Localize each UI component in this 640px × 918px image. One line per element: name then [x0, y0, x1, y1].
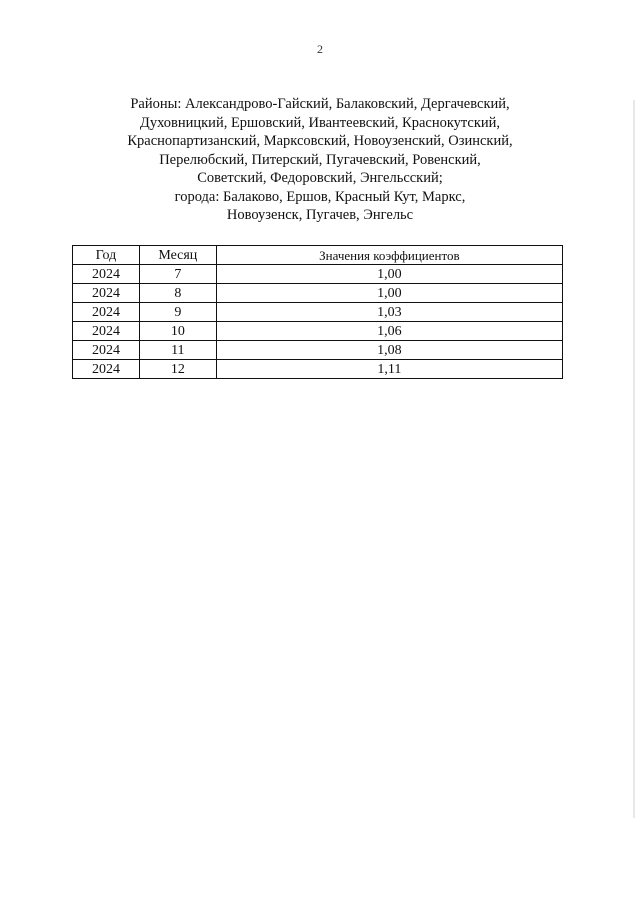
cell-value: 1,11: [216, 360, 562, 379]
heading-line: Советский, Федоровский, Энгельсский;: [197, 170, 443, 186]
scan-edge-shadow: [633, 100, 635, 818]
heading-line: Краснопартизанский, Марксовский, Новоузенский, Озинский,: [127, 133, 513, 149]
cell-value: 1,00: [216, 284, 562, 303]
cell-value: 1,00: [216, 265, 562, 284]
cell-month: 12: [139, 360, 216, 379]
cell-year: 2024: [73, 322, 140, 341]
cell-year: 2024: [73, 265, 140, 284]
cell-value: 1,08: [216, 341, 562, 360]
page-number: 2: [317, 42, 323, 56]
heading-line: Перелюбский, Питерский, Пугачевский, Ровенский,: [159, 151, 481, 168]
cell-value: 1,03: [216, 303, 562, 322]
heading-line: Новоузенск, Пугачев, Энгельс: [226, 207, 414, 223]
table-row: [73, 265, 563, 284]
table-row: [73, 284, 563, 303]
coefficients-table: [72, 245, 563, 379]
districts-heading: [60, 95, 580, 225]
heading-line: Районы: Александрово-Гайский, Балаковский, Дергачевский,: [130, 96, 510, 112]
column-header-month: Месяц: [139, 246, 216, 265]
table-row: [73, 360, 563, 379]
cell-year: 2024: [73, 341, 140, 360]
cell-month: 11: [139, 341, 216, 360]
cell-year: 2024: [73, 360, 140, 379]
column-header-year: Год: [73, 246, 140, 265]
table-row: [73, 341, 563, 360]
cell-year: 2024: [73, 284, 140, 303]
cell-year: 2024: [73, 303, 140, 322]
table-row: [73, 322, 563, 341]
column-header-value: Значения коэффициентов: [216, 246, 562, 265]
table-header-row: [73, 246, 563, 265]
table-row: [73, 303, 563, 322]
cell-month: 10: [139, 322, 216, 341]
heading-line: Духовницкий, Ершовский, Ивантеевский, Краснокутский,: [139, 114, 501, 131]
cell-value: 1,06: [216, 322, 562, 341]
cell-month: 8: [139, 284, 216, 303]
cell-month: 9: [139, 303, 216, 322]
heading-line: города: Балаково, Ершов, Красный Кут, Маркс,: [174, 188, 466, 205]
cell-month: 7: [139, 265, 216, 284]
